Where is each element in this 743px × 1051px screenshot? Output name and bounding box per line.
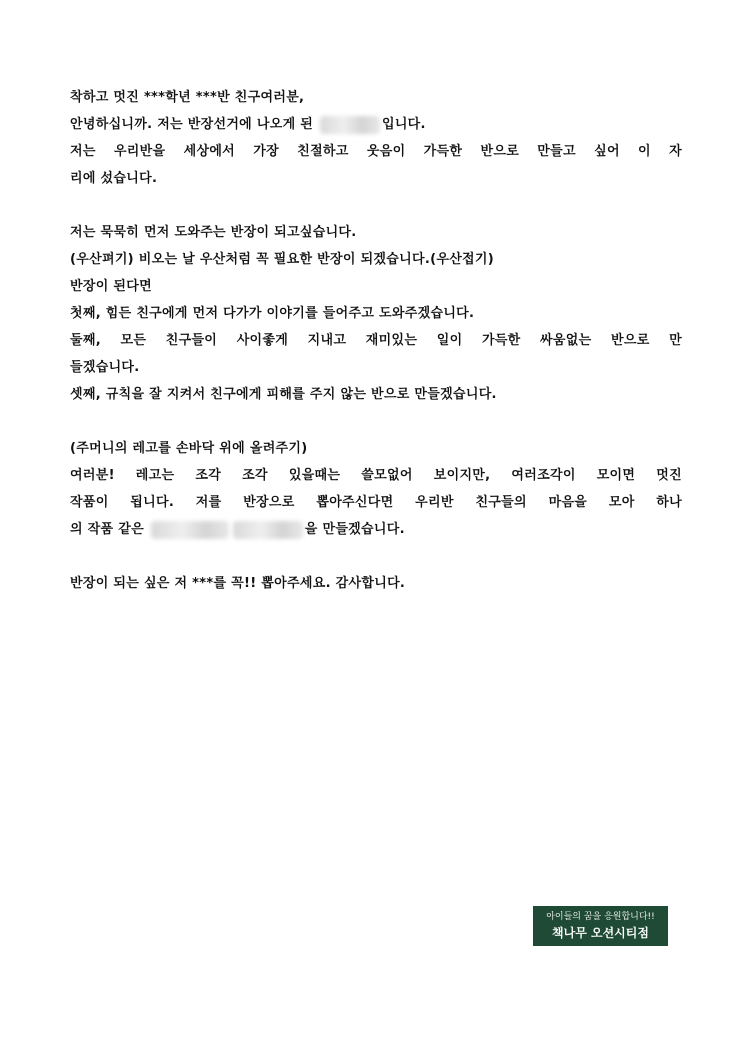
paragraph-gap — [70, 192, 682, 219]
badge-store-name: 책나무 오션시티점 — [552, 926, 649, 940]
speech-line: 착하고 멋진 ***학년 ***반 친구여러분, — [70, 90, 305, 105]
badge-slogan: 아이들의 꿈을 응원합니다!! — [546, 912, 655, 922]
speech-line: 셋째, 규칙을 잘 지켜서 친구에게 피해를 주지 않는 반으로 만들겠습니다. — [70, 387, 497, 402]
paragraph-gap — [70, 543, 682, 570]
speech-line: (우산펴기) 비오는 날 우산처럼 꼭 필요한 반장이 되겠습니다.(우산접기) — [70, 252, 495, 267]
speech-line — [70, 516, 682, 543]
speech-line: (주머니의 레고를 손바닥 위에 올려주기) — [70, 441, 308, 456]
speech-body — [70, 84, 682, 597]
paragraph-lego — [70, 435, 682, 543]
paragraph-closing — [70, 570, 682, 597]
speech-text: 입니다. — [381, 117, 426, 132]
speech-line: 리에 섰습니다. — [70, 171, 158, 186]
speech-line: 여러분! 레고는 조각 조각 있을때는 쓸모없어 보이지만, 여러조각이 모이면 멋진 — [70, 468, 682, 483]
paragraph-promises — [70, 219, 682, 408]
speech-line: 저는 묵묵히 먼저 도와주는 반장이 되고싶습니다. — [70, 225, 357, 240]
speech-line: 반장이 되는 싶은 저 ***를 꼭!! 뽑아주세요. 감사합니다. — [70, 576, 406, 591]
speech-line: 반장이 된다면 — [70, 279, 152, 294]
speech-text: 의 작품 같은 — [70, 522, 144, 537]
speech-line: 작품이 됩니다. 저를 반장으로 뽑아주신다면 우리반 친구들의 마음을 모아 하나 — [70, 495, 682, 510]
speech-text: 을 만들겠습니다. — [304, 522, 405, 537]
redacted-text — [151, 521, 229, 539]
speech-line: 저는 우리반을 세상에서 가장 친절하고 웃음이 가득한 반으로 만들고 싶어 이 자 — [70, 144, 682, 159]
store-badge — [533, 906, 668, 946]
speech-text: 안녕하십니까. 저는 반장선거에 나오게 된 — [70, 117, 314, 132]
paragraph-greeting — [70, 84, 682, 192]
speech-line: 둘째, 모든 친구들이 사이좋게 지내고 재미있는 일이 가득한 싸움없는 반으로 만 — [70, 333, 682, 348]
paragraph-gap — [70, 408, 682, 435]
speech-line: 첫째, 힘든 친구에게 먼저 다가가 이야기를 들어주고 도와주겠습니다. — [70, 306, 475, 321]
redacted-text — [233, 521, 303, 539]
speech-line — [70, 111, 682, 138]
redacted-name — [320, 116, 380, 134]
speech-line: 들겠습니다. — [70, 360, 140, 375]
